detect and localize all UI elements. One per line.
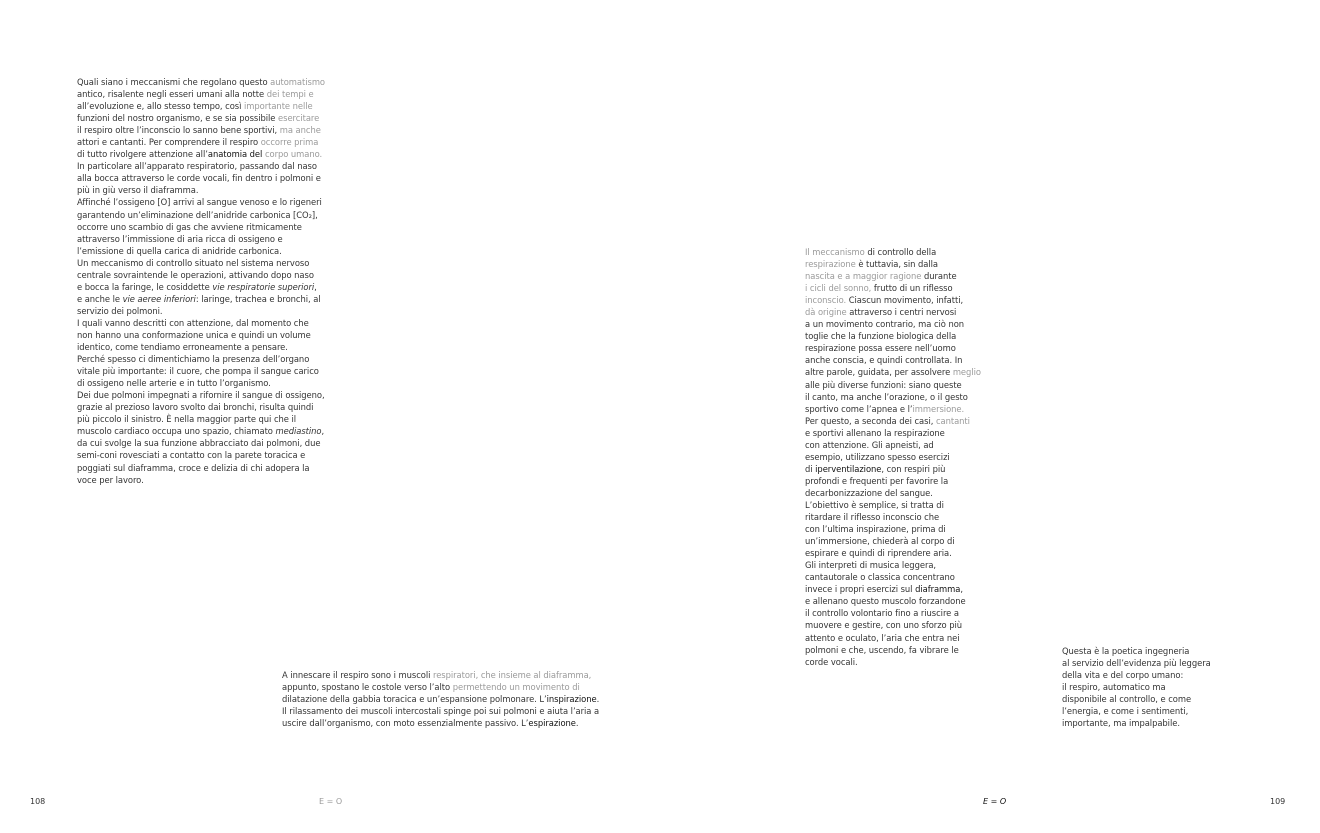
text-line [77,449,325,461]
text-run: ritardare il riflesso inconscio che [805,512,940,523]
text-run: esempio, utilizzano spesso esercizi [805,451,950,462]
right-running-head: E = O [983,797,1007,806]
text-run: altre parole, guidata, per assolvere [805,367,953,378]
text-run: Quali siano i meccanismi che regolano questo [77,77,271,87]
text-run: da cui svolge la sua funzione abbracciato dai polmoni, due [77,438,321,449]
text-line [805,559,981,571]
text-run: dei tempi e [266,89,314,100]
text-run: durante [921,271,957,282]
text-line [1062,705,1211,717]
text-line [77,196,325,208]
text-line [805,246,981,258]
text-run: anche conscia, e quindi controllata. In [805,355,963,366]
text-run: occorre prima [260,137,319,148]
text-run: A innescare il respiro sono i muscoli [282,670,433,680]
text-line [282,705,599,717]
text-run: è tuttavia, sin dalla [855,259,939,270]
text-line [77,329,325,341]
text-run: Il meccanismo [805,247,865,257]
text-run: permettendo un movimento di [452,682,580,693]
text-line [805,619,981,631]
text-run: inconscio. [805,295,847,306]
text-line [805,258,981,270]
text-run: automatismo [270,77,326,87]
right-side-note [1062,645,1211,729]
text-line [77,401,325,413]
text-run: alle più diverse funzioni: siano queste [805,379,962,390]
left-page-number: 108 [30,797,46,806]
text-line [805,547,981,559]
text-run: Perché spesso ci dimentichiamo la presenza dell’organo [77,354,310,365]
text-line [805,595,981,607]
text-line [805,294,981,306]
text-line [805,403,981,415]
text-line [805,535,981,547]
text-run: respirazione possa essere nell’uomo [805,343,956,354]
text-run: l’energia, e come i sentimenti, [1062,706,1189,717]
text-run: più in giù verso il diaframma. [77,185,199,196]
text-line [77,100,325,112]
text-line [805,415,981,427]
text-line [805,487,981,499]
text-run: vie respiratorie superiori [212,281,315,292]
text-run: attori e cantanti. Per comprendere il respiro [77,137,261,148]
text-run: al servizio dell’evidenza più leggera [1062,658,1211,669]
text-run: centrale sovraintende le operazioni, attivando dopo naso [77,269,314,280]
text-run: disponibile al controllo, e come [1062,694,1192,705]
text-line [805,318,981,330]
text-line [805,270,981,282]
text-line [805,379,981,391]
text-run: alla bocca attraverso le corde vocali, fin dentro i polmoni e [77,173,321,184]
text-line [77,160,325,172]
text-line [77,413,325,425]
text-line [77,281,325,293]
left-bottom-text [282,669,599,729]
text-line [77,76,325,88]
text-line [805,607,981,619]
text-line [77,172,325,184]
text-line [77,257,325,269]
text-line [77,377,325,389]
right-main-text [805,246,981,668]
text-line [77,148,325,160]
left-running-head: E = O [319,797,343,806]
text-run: il controllo volontario fino a riuscire a [805,608,959,619]
text-line [1062,717,1211,729]
text-run: cantanti [935,415,970,426]
text-line [1062,681,1211,693]
text-line [805,330,981,342]
text-run: corpo umano. [262,149,323,160]
text-run: sportivo come l’apnea e l’ [805,403,913,414]
text-run: un’immersione, chiederà al corpo di [805,536,955,547]
text-line [77,221,325,233]
text-line [77,365,325,377]
text-line [77,124,325,136]
text-run: Un meccanismo di controllo situato nel sistema nervoso [77,257,310,268]
text-line [1062,657,1211,669]
text-run: garantendo un’eliminazione dell’anidride carbonica [CO₂], [77,209,318,220]
text-line [805,306,981,318]
text-line [77,353,325,365]
text-run: , [321,426,325,437]
text-line [77,425,325,437]
text-run: importante, ma impalpabile. [1062,718,1180,729]
right-page-number: 109 [1270,797,1286,806]
text-line [805,451,981,463]
text-run: e bocca la faringe, le cosiddette [77,281,213,292]
text-run: , [960,584,963,595]
text-line [805,439,981,451]
text-run: Questa è la poetica ingegneria [1062,646,1190,656]
text-run: mediastino [275,426,322,437]
text-line [282,669,599,681]
text-run: importante nelle [244,101,313,112]
text-run: antico, risalente negli esseri umani alla notte [77,89,267,100]
text-run: identico, come tendiamo erroneamente a pensare. [77,342,288,353]
text-run: il respiro oltre l’inconscio lo sanno bene sportivi, [77,125,280,136]
text-run: appunto, spostano le costole verso l’alto [282,682,453,693]
text-line [805,391,981,403]
text-run: attraverso i centri nervosi [846,307,957,318]
text-line [77,233,325,245]
text-run: diaframma [915,584,961,595]
text-run: servizio dei polmoni. [77,305,163,316]
text-run: dilatazione della gabbia toracica e un’espansione polmonare. L’ [282,694,547,705]
text-run: In particolare all’apparato respiratorio, passando dal naso [77,161,317,172]
text-run: con attenzione. Gli apneisti, ad [805,439,934,450]
text-line [77,305,325,317]
text-line [282,681,599,693]
text-run: vie aeree inferiori [122,293,196,304]
text-line [805,656,981,668]
text-line [77,245,325,257]
text-line [805,282,981,294]
text-line [77,389,325,401]
text-run: attento e oculato, l’aria che entra nei [805,632,960,643]
text-run: inspirazione [546,694,597,705]
text-run: . [596,694,600,705]
text-run: corde vocali. [805,656,858,667]
text-run: di ossigeno nelle arterie e in tutto l’organismo. [77,378,271,389]
text-run: , [314,281,317,292]
text-line [805,523,981,535]
text-line [77,209,325,221]
text-line [805,571,981,583]
text-run: ma anche [279,125,321,136]
text-run: muovere e gestire, con uno sforzo più [805,620,963,631]
text-run: e sportivi allenano la respirazione [805,427,945,438]
text-run: con l’ultima inspirazione, prima di [805,524,946,535]
text-run: L’obiettivo è semplice, si tratta di [805,499,944,510]
text-line [282,693,599,705]
left-main-text [77,76,325,486]
text-run: uscire dall’organismo, con moto essenzialmente passivo. L’ [282,718,529,729]
text-run: funzioni del nostro organismo, e se sia possibile [77,113,279,124]
text-run: vitale più importante: il cuore, che pompa il sangue carico [77,366,319,377]
text-line [77,474,325,486]
text-run: l’emissione di quella carica di anidride carbonica. [77,245,282,256]
text-run: profondi e frequenti per favorire la [805,475,949,486]
text-line [77,437,325,449]
text-run: voce per lavoro. [77,474,144,485]
text-run: della vita e del corpo umano: [1062,670,1184,681]
text-line [1062,669,1211,681]
text-run: di [805,463,816,474]
text-run: Per questo, a seconda dei casi, [805,415,936,426]
text-line [805,463,981,475]
text-run: poggiati sul diaframma, croce e delizia di chi adopera la [77,462,310,473]
text-run: e allenano questo muscolo forzandone [805,596,966,607]
text-line [282,717,599,729]
text-line [77,269,325,281]
text-run: immersione. [912,403,965,414]
text-run: grazie al prezioso lavoro svolto dai bronchi, risulta quindi [77,402,314,413]
text-line [805,632,981,644]
text-run: i cicli del sonno, [805,283,872,294]
text-line [805,366,981,378]
text-line [805,511,981,523]
text-run: semi-coni rovesciati a contatto con la parete toracica e [77,450,306,461]
text-run: Gli interpreti di musica leggera, [805,560,937,571]
text-line [77,341,325,353]
text-run: respirazione [805,259,856,270]
text-line [77,136,325,148]
text-run: espirazione [528,718,576,729]
text-run: anatomia del [207,149,263,160]
text-run: , con respiri più [881,463,946,474]
text-line [77,462,325,474]
text-line [805,644,981,656]
text-run: respiratori, che insieme al diaframma, [432,670,592,680]
text-run: attraverso l’immissione di aria ricca di ossigeno e [77,233,283,244]
text-run: dà origine [805,307,847,318]
text-line [805,475,981,487]
text-line [805,342,981,354]
text-run: frutto di un riflesso [871,283,953,294]
text-run: espirare e quindi di riprendere aria. [805,548,952,559]
text-run: Dei due polmoni impegnati a rifornire il sangue di ossigeno, [77,390,325,401]
text-run: toglie che la funzione biologica della [805,331,957,342]
text-run: più piccolo il sinistro. È nella maggior parte qui che il [77,414,297,425]
text-line [1062,693,1211,705]
text-run: all’evoluzione e, allo stesso tempo, così [77,101,244,112]
text-run: il canto, ma anche l’orazione, o il gesto [805,391,968,402]
text-run: muscolo cardiaco occupa uno spazio, chiamato [77,426,276,437]
text-run: I quali vanno descritti con attenzione, dal momento che [77,317,309,328]
text-line [805,354,981,366]
text-run: esercitare [278,113,320,124]
text-run: polmoni e che, uscendo, fa vibrare le [805,644,959,655]
text-run: di tutto rivolgere attenzione all’ [77,149,208,160]
text-run: il respiro, automatico ma [1062,682,1166,693]
text-line [77,293,325,305]
text-line [77,184,325,196]
text-run: meglio [952,367,981,378]
text-run: : laringe, trachea e bronchi, al [195,293,321,304]
text-run: invece i propri esercizi sul [805,584,916,595]
text-line [77,112,325,124]
text-run: iperventilazione [815,463,882,474]
text-run: non hanno una conformazione unica e quindi un volume [77,329,311,340]
text-line [77,317,325,329]
text-line [805,427,981,439]
text-run: a un movimento contrario, ma ciò non [805,319,965,330]
text-run: di controllo della [864,247,937,257]
text-line [1062,645,1211,657]
text-line [805,499,981,511]
text-run: Ciascun movimento, infatti, [846,295,964,306]
text-run: cantautorale o classica concentrano [805,572,955,583]
text-line [805,583,981,595]
text-run: e anche le [77,293,123,304]
text-line [77,88,325,100]
text-run: Affinché l’ossigeno [O] arrivi al sangue venoso e lo rigeneri [77,197,322,208]
text-run: Il rilassamento dei muscoli intercostali spinge poi sui polmoni e aiuta l’aria a [282,706,600,717]
text-run: nascita e a maggior ragione [805,271,922,282]
text-run: occorre uno scambio di gas che avviene ritmicamente [77,221,302,232]
text-run: decarbonizzazione del sangue. [805,487,933,498]
text-run: . [575,718,579,729]
